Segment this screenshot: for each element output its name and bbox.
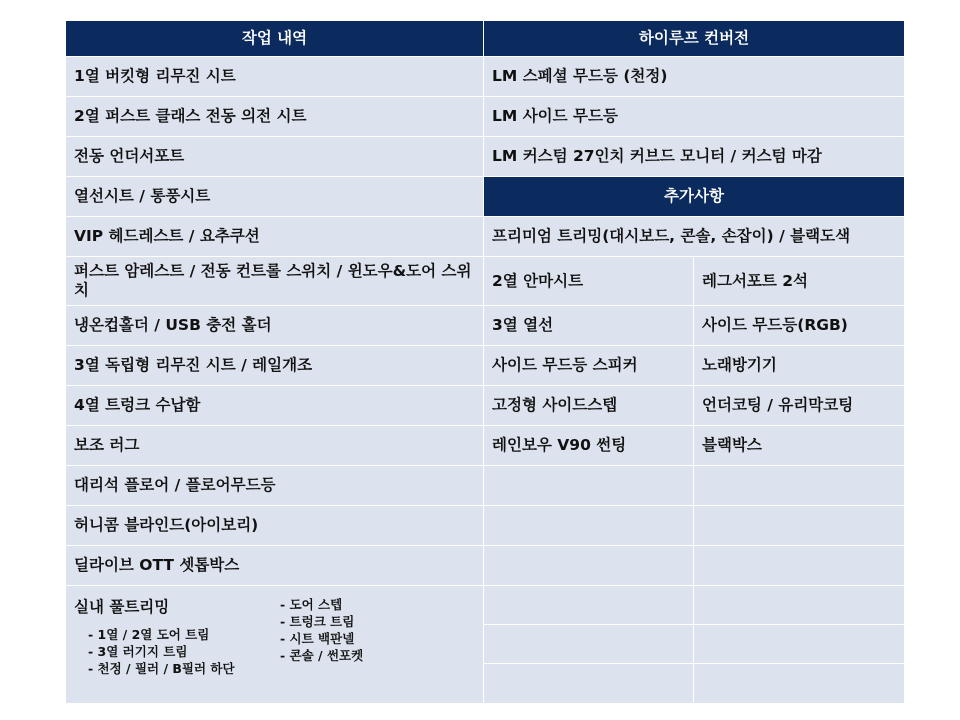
trim-right-stack [484, 586, 904, 704]
extra-item: 고정형 사이드스텝 [484, 386, 694, 426]
trim-sub-item: - 트렁크 트림 [280, 614, 355, 629]
header-hiroof-conversion: 하이루프 컨버전 [484, 21, 904, 57]
trim-sub-item: - 1열 / 2열 도어 트림 [88, 627, 210, 642]
extra-item: 레인보우 V90 썬팅 [484, 426, 694, 466]
work-item: VIP 헤드레스트 / 요추쿠션 [66, 217, 484, 257]
trim-title: 실내 풀트리밍 [74, 598, 170, 616]
trim-sub-item: - 콘솔 / 썬포켓 [280, 648, 364, 663]
header-extras: 추가사항 [484, 177, 904, 217]
extra-item-empty [694, 625, 904, 664]
extra-item-full: 프리미엄 트리밍(대시보드, 콘솔, 손잡이) / 블랙도색 [484, 217, 904, 257]
extra-item: 언더코팅 / 유리막코팅 [694, 386, 904, 426]
extra-item: 사이드 무드등 스피커 [484, 346, 694, 386]
extra-item: 사이드 무드등(RGB) [694, 306, 904, 346]
trim-sub-list-left [88, 626, 235, 677]
work-table [66, 21, 904, 704]
work-item: 보조 러그 [66, 426, 484, 466]
extra-item-empty [484, 546, 694, 586]
trim-cell [66, 586, 484, 704]
trim-sub-item: - 천정 / 필러 / B필러 하단 [88, 661, 235, 676]
extra-item-empty [694, 546, 904, 586]
trim-sub-item: - 도어 스텝 [280, 597, 343, 612]
work-item: 딜라이브 OTT 셋톱박스 [66, 546, 484, 586]
extra-item-empty [484, 586, 694, 625]
conversion-item: LM 스페셜 무드등 (천정) [484, 57, 904, 97]
extra-item: 블랙박스 [694, 426, 904, 466]
work-item: 1열 버킷형 리무진 시트 [66, 57, 484, 97]
conversion-item: LM 사이드 무드등 [484, 97, 904, 137]
extra-item: 노래방기기 [694, 346, 904, 386]
work-item: 2열 퍼스트 클래스 전동 의전 시트 [66, 97, 484, 137]
extra-item: 3열 열선 [484, 306, 694, 346]
extra-item-empty [694, 586, 904, 625]
extra-item-empty [484, 664, 694, 704]
extra-item-empty [484, 506, 694, 546]
extra-item-empty [694, 506, 904, 546]
work-item: 대리석 플로어 / 플로어무드등 [66, 466, 484, 506]
extra-item-empty [484, 625, 694, 664]
conversion-item: LM 커스텀 27인치 커브드 모니터 / 커스텀 마감 [484, 137, 904, 177]
extra-item: 2열 안마시트 [484, 257, 694, 306]
work-item: 퍼스트 암레스트 / 전동 컨트롤 스위치 / 윈도우&도어 스위치 [66, 257, 484, 306]
work-item: 4열 트렁크 수납함 [66, 386, 484, 426]
header-work-history: 작업 내역 [66, 21, 484, 57]
work-item: 전동 언더서포트 [66, 137, 484, 177]
work-item: 열선시트 / 통풍시트 [66, 177, 484, 217]
extra-item-empty [694, 466, 904, 506]
trim-sub-list-right [280, 596, 363, 664]
trim-sub-item: - 시트 백판넬 [280, 631, 355, 646]
work-item: 냉온컵홀더 / USB 충전 홀더 [66, 306, 484, 346]
work-item: 허니콤 블라인드(아이보리) [66, 506, 484, 546]
extra-item-empty [694, 664, 904, 704]
extra-item-empty [484, 466, 694, 506]
extra-item: 레그서포트 2석 [694, 257, 904, 306]
trim-sub-item: - 3열 러기지 트림 [88, 644, 188, 659]
work-item: 3열 독립형 리무진 시트 / 레일개조 [66, 346, 484, 386]
